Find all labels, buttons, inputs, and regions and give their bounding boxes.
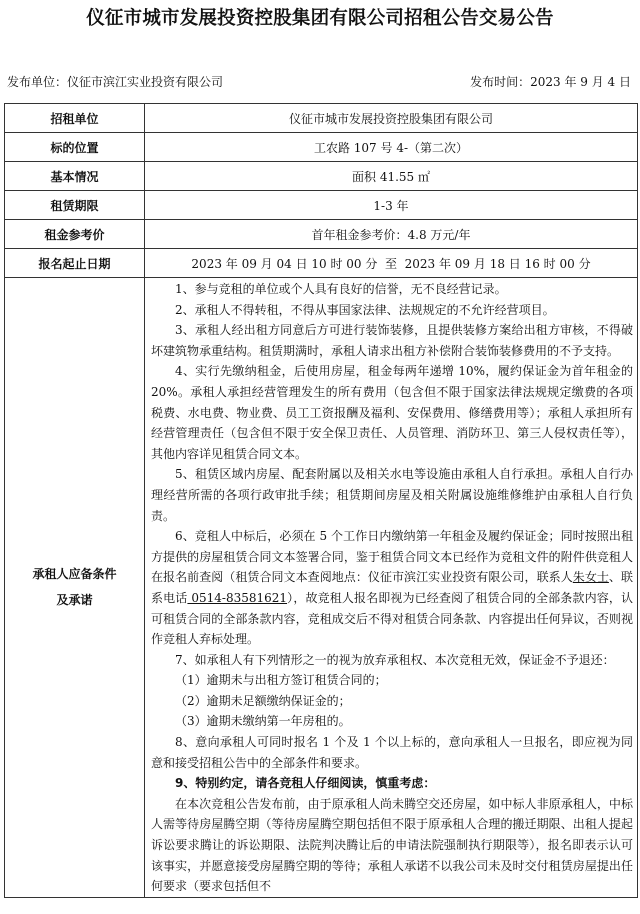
- row-label: 基本情况: [5, 162, 145, 191]
- condition-sub-item: （3）逾期未缴纳第一年房租的。: [175, 714, 351, 729]
- condition-clause: 2、承租人不得转租，不得从事国家法律、法规规定的不允许经营项目。: [175, 302, 555, 317]
- row-label: 租金参考价: [5, 220, 145, 249]
- row-value: 2023 年 09 月 04 日 10 时 00 分 至 2023 年 09 月 18 日 16 时 00 分: [145, 249, 638, 278]
- contact-person: 朱女士: [572, 570, 609, 585]
- row-value: 面积 41.55 ㎡: [145, 162, 638, 191]
- condition-clause: 8、意向承租人可同时报名 1 个及 1 个以上标的，意向承租人一旦报名，即应视为同意和接受招租公告中的全部条件和要求。: [151, 735, 633, 770]
- condition-clause: 4、实行先缴纳租金，后使用房屋，租金每两年递增 10%，履约保证金为首年租金的 20%。承租人承担经营管理发生的所有费用（包含但不限于国家法律法规规定缴费的各项税费、水电费、物业费、员工工资报酬及福利、安保费用、修缮费用等）；承租人承担所有经营管理责任（包含但不限于安全保卫责任、人员管理、消防环卫、第三人侵权责任等），其他内容详见租赁合同文本。: [151, 364, 633, 461]
- table-row: [5, 133, 638, 162]
- condition-clause: 7、如承租人有下列情形之一的视为放弃承租权、本次竞租无效，保证金不予退还：: [175, 652, 615, 667]
- lease-info-table: [4, 103, 638, 898]
- conditions-label-line: 及承诺: [56, 593, 93, 608]
- row-value: 首年租金参考价：4.8 万元/年: [145, 220, 638, 249]
- condition-sub-item: （2）逾期未足额缴纳保证金的；: [175, 693, 351, 708]
- table-row: [5, 249, 638, 278]
- conditions-label: [5, 278, 145, 898]
- publish-info: [7, 73, 631, 90]
- contact-phone: 0514-83581621: [187, 590, 288, 605]
- table-row: [5, 162, 638, 191]
- publish-time: 发布时间：2023 年 9 月 4 日: [470, 75, 631, 89]
- conditions-row: [5, 278, 638, 898]
- condition-clause: 5、租赁区域内房屋、配套附属以及相关水电等设施由承租人自行承担。承租人自行办理经营所需的各项行政审批手续；租赁期间房屋及相关附属设施维修维护由承租人自行负责。: [151, 467, 633, 523]
- clause-text: 、联系电话: [151, 570, 633, 605]
- condition-clause: 1、参与竞租的单位或个人具有良好的信誉，无不良经营记录。: [175, 282, 507, 296]
- row-label: 报名起止日期: [5, 249, 145, 278]
- table-row: [5, 220, 638, 249]
- table-row: [5, 104, 638, 133]
- row-value: 工农路 107 号 4-（第二次）: [145, 133, 638, 162]
- row-label: 招租单位: [5, 104, 145, 133]
- publisher: 发布单位：仪征市滨江实业投资有限公司: [7, 75, 224, 89]
- condition-sub-item: （1）逾期未与出租方签订租赁合同的；: [175, 673, 387, 688]
- condition-clause: 在本次竞租公告发布前，由于原承租人尚未腾空交还房屋，如中标人非原承租人，中标人需等待房屋腾空期（等待房屋腾空期包括但不限于原承租人合理的搬迁期限、出租人提起诉讼要求腾让的诉讼期限、法院判决腾让后的申请法院强制执行期限等），报名即表示认可该事实，并愿意接受房屋腾空期的等待；承租人承诺不以我公司未及时交付租赁房屋提出任何要求（要求包括但不: [151, 796, 633, 894]
- page-title: 仪征市城市发展投资控股集团有限公司招租公告交易公告: [86, 8, 554, 29]
- conditions-label-line: 承租人应备条件: [32, 567, 117, 582]
- row-value: 1-3 年: [145, 191, 638, 220]
- row-label: 标的位置: [5, 133, 145, 162]
- row-value: 仪征市城市发展投资控股集团有限公司: [145, 104, 638, 133]
- condition-clause: 3、承租人经出租方同意后方可进行装饰装修，且提供装修方案给出租方审核，不得破坏建筑物承重结构。租赁期满时，承租人请求出租方补偿附合装饰装修费用的不予支持。: [151, 323, 633, 358]
- clause-text: ），故竞租人报名即视为已经查阅了租赁合同的全部条款内容，认可租赁合同的全部条款内容，竞租成交后不得对租赁合同条款、内容提出任何异议，否则视作竞租人弃标处理。: [151, 590, 633, 647]
- special-agreement-heading: 9、特别约定，请各竞租人仔细阅读，慎重考虑：: [175, 776, 436, 791]
- table-row: [5, 191, 638, 220]
- conditions-content: [145, 278, 638, 898]
- condition-clause: [151, 526, 633, 650]
- clause-text: 6、竞租人中标后，必须在 5 个工作日内缴纳第一年租金及履约保证金；同时按照出租方提供的房屋租赁合同文本签署合同，鉴于租赁合同文本已经作为竞租文件的附件供竞租人在报名前查阅（租赁合同文本查阅地点：仪征市滨江实业投资有限公司，联系人: [151, 529, 633, 585]
- row-label: 租赁期限: [5, 191, 145, 220]
